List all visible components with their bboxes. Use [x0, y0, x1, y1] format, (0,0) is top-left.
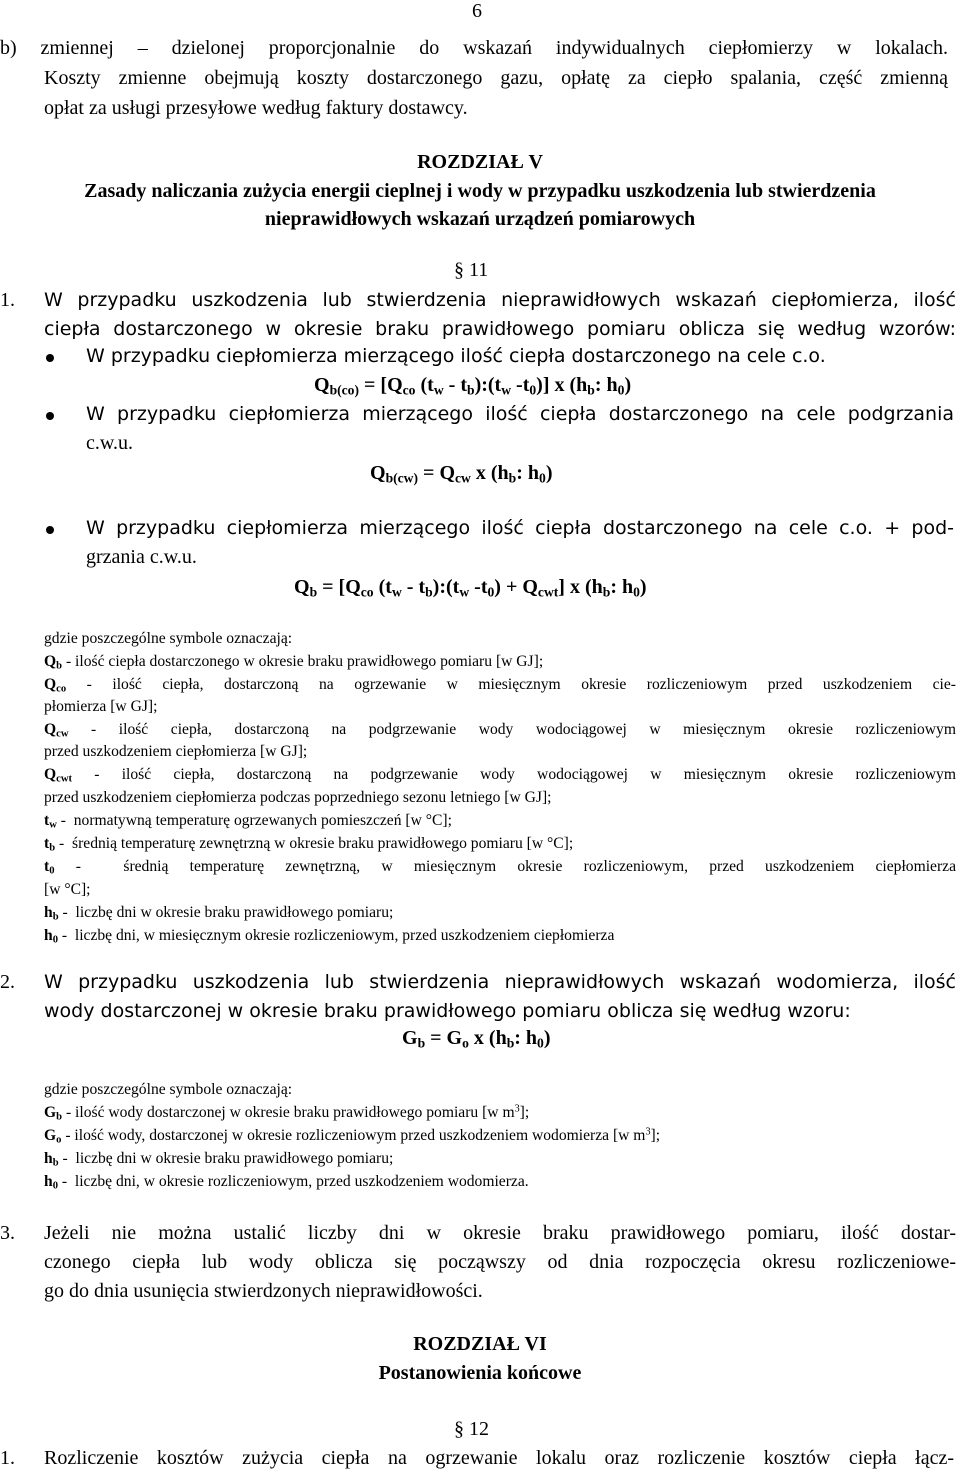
bullet-3-line-2: grzania c.w.u.	[86, 546, 197, 568]
paragraph-3-line-2: czonego ciepła lub wody oblicza się począwszy od dnia rozpoczęcia okresu rozliczeniowe-	[44, 1251, 956, 1273]
paragraph-number: 2.	[0, 971, 15, 993]
section-12-line-1: Rozliczenie kosztów zużycia ciepła na ogrzewanie lokalu oraz rozliczenie kosztów ciepła łącz-	[44, 1447, 954, 1469]
paragraph-1-line-2: ciepła dostarczonego w okresie braku prawidłowego pomiaru oblicza się według wzorów:	[44, 318, 956, 340]
paragraph-1-line-1: W przypadku uszkodzenia lub stwierdzenia nieprawidłowych wskazań ciepłomierza, ilość	[44, 289, 956, 311]
symbol-def-t0-line-2: [w °C];	[44, 881, 91, 898]
symbol-def-qco-line-2: płomierza [w GJ];	[44, 698, 158, 715]
paragraph-3-line-1: Jeżeli nie można ustalić liczby dni w okresie braku prawidłowego pomiaru, ilość dostar-	[44, 1222, 956, 1244]
bullet-dot	[46, 412, 54, 420]
symbol-def-qco-line-1: $Q_{co}$ - ilość ciepła, dostarczoną na ogrzewanie w miesięcznym okresie rozliczeniowym przed uszkodzeniem cie-	[44, 676, 956, 695]
bullet-dot	[46, 526, 54, 534]
symbol-def-tb: $t_b$ - średnią temperaturę zewnętrzną w okresie braku prawidłowego pomiaru [w °C];	[44, 835, 574, 854]
paragraph-3-line-3: go do dnia usunięcia stwierdzonych nieprawidłowości.	[44, 1280, 483, 1302]
symbol-def-tw: $t_w$ - normatywną temperaturę ogrzewanych pomieszczeń [w °C];	[44, 812, 452, 831]
bullet-dot	[46, 354, 54, 362]
paragraph-2-line-1: W przypadku uszkodzenia lub stwierdzenia nieprawidłowych wskazań wodomierza, ilość	[44, 971, 956, 993]
chapter-title-line-2: nieprawidłowych wskazań urządzeń pomiarowych	[264, 208, 696, 230]
chapter-heading: ROZDZIAŁ VI	[413, 1333, 547, 1355]
intro-line-3: opłat za usługi przesyłowe według faktury dostawcy.	[44, 97, 468, 119]
formula-heat-combined: $Q_b = [Q_{co}$ ($t_w$ - $t_b):(t_w$ $-t_0) + Q_{cwt}$] x ($h_b$: $h_0$)	[294, 576, 647, 600]
symbol-def-h0: $h_0$ - liczbę dni, w miesięcznym okresie rozliczeniowym, przed uszkodzeniem ciepłomierza	[44, 927, 615, 946]
symbol-def-gb: $G_b$ - ilość wody dostarczonej w okresie braku prawidłowego pomiaru [w $m^3$];	[44, 1103, 530, 1123]
symbol-def-qb: $Q_b$ - ilość ciepła dostarczonego w okresie braku prawidłowego pomiaru [w GJ];	[44, 653, 544, 672]
bullet-2-line-2: c.w.u.	[86, 432, 134, 454]
symbol-def-qcw-line-1: $Q_{cw}$ - ilość ciepła, dostarczoną na podgrzewanie wody wodociągowej w miesięcznym okresie rozliczeniowym	[44, 721, 956, 740]
symbols-intro: gdzie poszczególne symbole oznaczają:	[44, 630, 293, 647]
chapter-title-line-1: Zasady naliczania zużycia energii cieplnej i wody w przypadku uszkodzenia lub stwierdzenia	[84, 180, 876, 202]
symbol-def-h0: $h_0$ - liczbę dni, w okresie rozliczeniowym, przed uszkodzeniem wodomierza.	[44, 1173, 529, 1192]
bullet-3-line-1: W przypadku ciepłomierza mierzącego ilość ciepła dostarczonego na cele c.o. + pod-	[86, 517, 954, 539]
symbol-def-qcwt-line-2: przed uszkodzeniem ciepłomierza podczas poprzedniego sezonu letniego [w GJ];	[44, 789, 552, 806]
section-mark: § 12	[454, 1418, 489, 1440]
bullet-2-line-1: W przypadku ciepłomierza mierzącego ilość ciepła dostarczonego na cele podgrzania	[86, 403, 954, 425]
section-mark: § 11	[454, 259, 489, 281]
chapter-title: Postanowienia końcowe	[378, 1362, 582, 1384]
symbol-def-qcwt-line-1: $Q_{cwt}$ - ilość ciepła, dostarczoną na podgrzewanie wody wodociągowej w miesięcznym okresie rozliczeniowym	[44, 766, 956, 785]
chapter-heading: ROZDZIAŁ V	[417, 151, 543, 173]
paragraph-2-line-2: wody dostarczonej w okresie braku prawidłowego pomiaru oblicza się według wzoru:	[44, 1000, 851, 1022]
paragraph-number: 1.	[0, 289, 15, 311]
formula-heat-cw: $Q_{b(cw)} = Q_{cw}$ x ($h_b$: $h_0$)	[370, 462, 553, 486]
paragraph-number: 3.	[0, 1222, 15, 1244]
intro-line-2: Koszty zmienne obejmują koszty dostarczonego gazu, opłatę za ciepło spalania, część zmienną	[44, 67, 948, 89]
page-number: 6	[472, 0, 482, 22]
symbols-intro: gdzie poszczególne symbole oznaczają:	[44, 1081, 293, 1098]
symbol-def-hb: $h_b$ - liczbę dni w okresie braku prawidłowego pomiaru;	[44, 904, 394, 923]
symbol-def-qcw-line-2: przed uszkodzeniem ciepłomierza [w GJ];	[44, 743, 308, 760]
formula-heat-co: $Q_{b(co)} = [Q_{co}$ ($t_w$ - $t_b):(t_w$ $-t_0$)] x ($h_b$: $h_0$)	[314, 374, 632, 398]
bullet-1-text: W przypadku ciepłomierza mierzącego ilość ciepła dostarczonego na cele c.o.	[86, 345, 826, 367]
formula-water: $G_b = G_o$ x ($h_b$: $h_0$)	[402, 1027, 551, 1051]
symbol-def-t0-line-1: $t_0$ - średnią temperaturę zewnętrzną, w miesięcznym okresie rozliczeniowym, przed uszkodzeniem ciepłomierza	[44, 858, 956, 877]
paragraph-number: 1.	[0, 1447, 15, 1469]
symbol-def-hb: $h_b$ - liczbę dni w okresie braku prawidłowego pomiaru;	[44, 1150, 394, 1169]
symbol-def-go: $G_o$ - ilość wody, dostarczonej w okresie rozliczeniowym przed uszkodzeniem wodomierza [w $m^3$];	[44, 1126, 661, 1146]
intro-line-1: b) zmiennej – dzielonej proporcjonalnie do wskazań indywidualnych ciepłomierzy w lokalach.	[0, 37, 948, 59]
